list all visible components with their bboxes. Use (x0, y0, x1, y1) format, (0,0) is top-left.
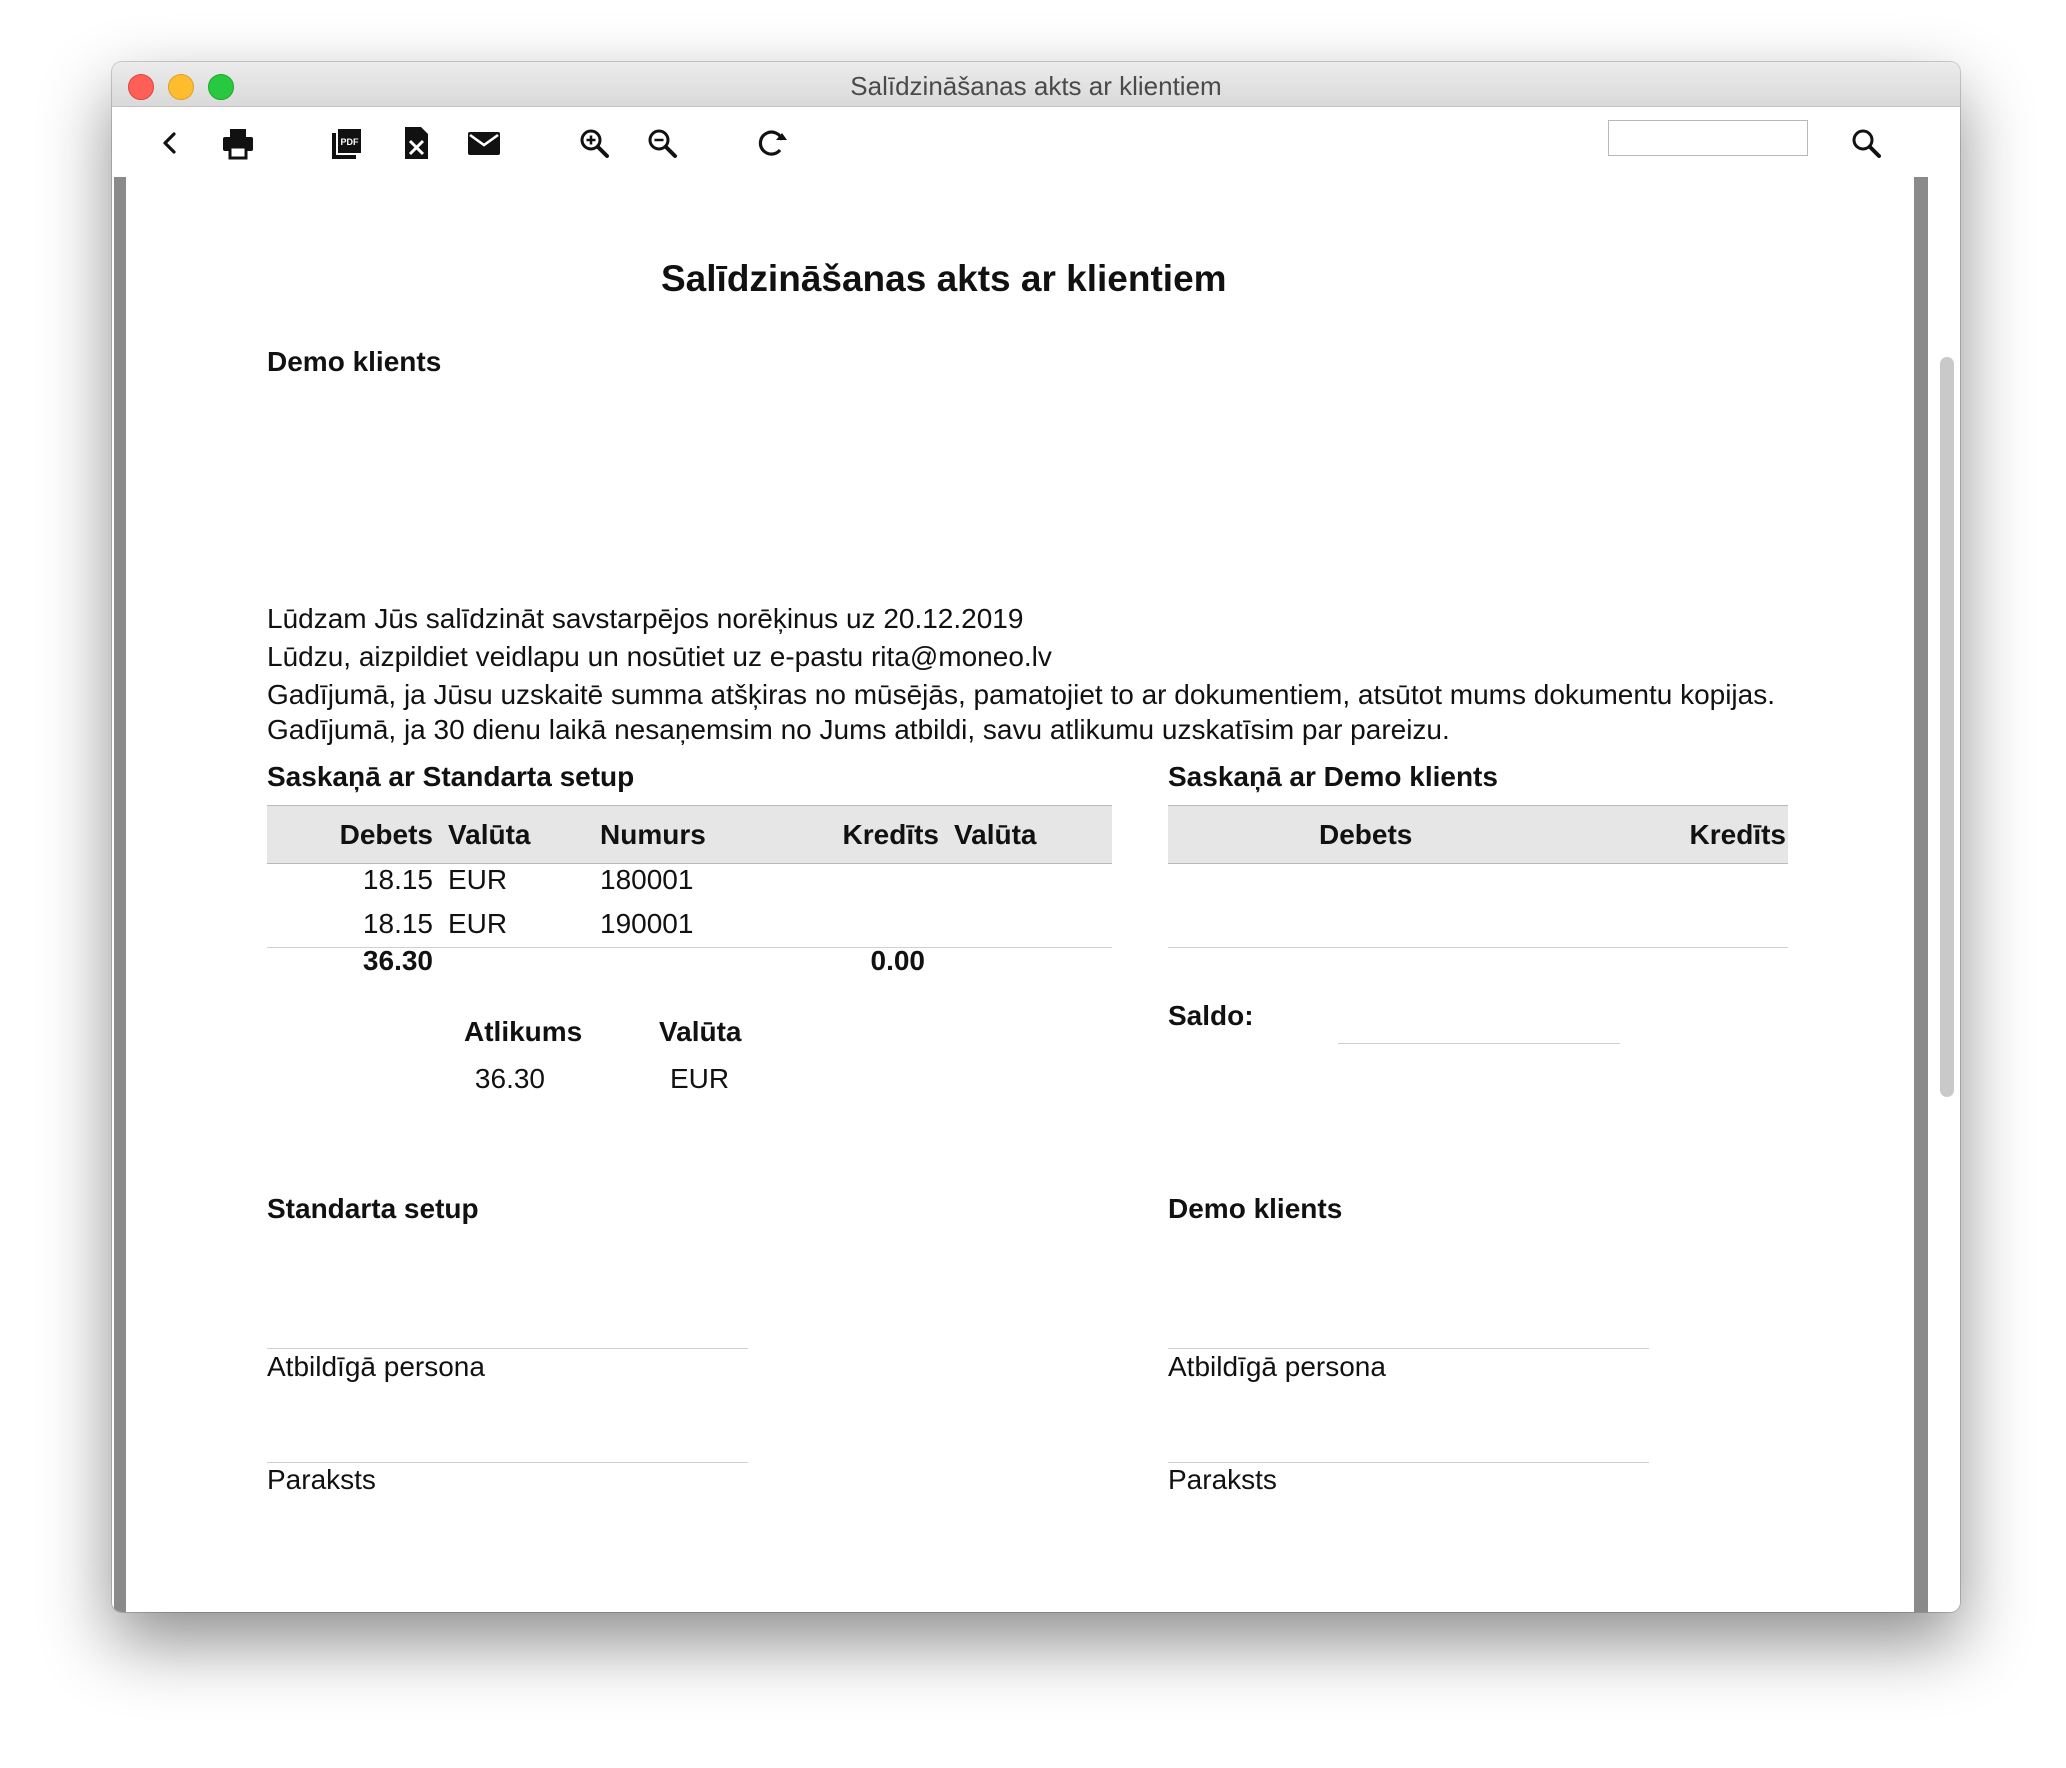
zoom-in-icon[interactable] (574, 123, 614, 163)
table-cell: 18.15 (362, 908, 433, 939)
left-section-heading: Saskaņā ar Standarta setup (267, 761, 635, 792)
intro-line: Gadījumā, ja 30 dienu laikā nesaņemsim no Jums atbildi, savu atlikumu uzskatīsim par pareizu. (267, 714, 1450, 745)
saldo-line (1338, 1043, 1620, 1044)
column-header: Valūta (954, 819, 1037, 850)
page-left-border (114, 177, 126, 1612)
signature-line (267, 1348, 748, 1349)
print-icon[interactable] (218, 123, 258, 163)
back-icon[interactable] (150, 123, 190, 163)
window-title: Salīdzināšanas akts ar klientiem (850, 71, 1222, 101)
balance-value: 36.30 (474, 1063, 545, 1094)
vertical-scrollbar[interactable] (1940, 357, 1954, 1097)
intro-line: Lūdzam Jūs salīdzināt savstarpējos norēķinus uz 20.12.2019 (267, 603, 1024, 634)
column-header: Debets (1319, 819, 1413, 850)
right-section-heading: Saskaņā ar Demo klients (1168, 761, 1498, 792)
responsible-person-label: Atbildīgā persona (267, 1351, 485, 1382)
total-debets: 36.30 (362, 945, 433, 976)
saldo-label: Saldo: (1168, 1000, 1254, 1031)
signature-line (1168, 1462, 1649, 1463)
column-header: Numurs (600, 819, 706, 850)
client-name: Demo klients (267, 346, 442, 377)
search-icon[interactable] (1846, 123, 1886, 163)
intro-line: Gadījumā, ja Jūsu uzskaitē summa atšķiras no mūsējās, pamatojiet to ar dokumentiem, atsūtot mums dokumentu kopijas. (267, 679, 1776, 710)
zoom-out-icon[interactable] (642, 123, 682, 163)
signature-line (1168, 1348, 1649, 1349)
balance-header: Valūta (659, 1016, 742, 1047)
intro-line: Lūdzu, aizpildiet veidlapu un nosūtiet uz e-pastu rita@moneo.lv (267, 641, 1052, 672)
column-header: Debets (339, 819, 433, 850)
title-bar (112, 62, 1960, 107)
page-right-border (1914, 177, 1928, 1612)
document-title: Salīdzināšanas akts ar klientiem (661, 258, 1227, 299)
report-page (112, 177, 1960, 1612)
signature-line (267, 1462, 748, 1463)
excel-icon[interactable] (396, 123, 436, 163)
signature-label: Paraksts (267, 1464, 376, 1495)
table-separator (1168, 947, 1788, 948)
table-cell: 18.15 (362, 864, 433, 895)
svg-text:PDF: PDF (340, 137, 359, 147)
total-kredits: 0.00 (870, 945, 925, 976)
mail-icon[interactable] (464, 123, 504, 163)
column-header: Kredīts (1689, 819, 1786, 850)
table-cell: EUR (448, 908, 508, 939)
right-company-name: Demo klients (1168, 1193, 1343, 1224)
table-cell: EUR (448, 864, 508, 895)
report-window (112, 62, 1960, 1612)
responsible-person-label: Atbildīgā persona (1168, 1351, 1386, 1382)
signature-label: Paraksts (1168, 1464, 1277, 1495)
search-input[interactable] (1608, 120, 1808, 156)
pdf-icon[interactable] (327, 123, 367, 163)
table-cell: 190001 (600, 908, 694, 939)
balance-currency: EUR (670, 1063, 730, 1094)
left-company-name: Standarta setup (267, 1193, 479, 1224)
column-header: Valūta (448, 819, 531, 850)
refresh-icon[interactable] (752, 123, 792, 163)
column-header: Kredīts (842, 819, 939, 850)
balance-header: Atlikums (464, 1016, 583, 1047)
table-cell: 180001 (600, 864, 694, 895)
